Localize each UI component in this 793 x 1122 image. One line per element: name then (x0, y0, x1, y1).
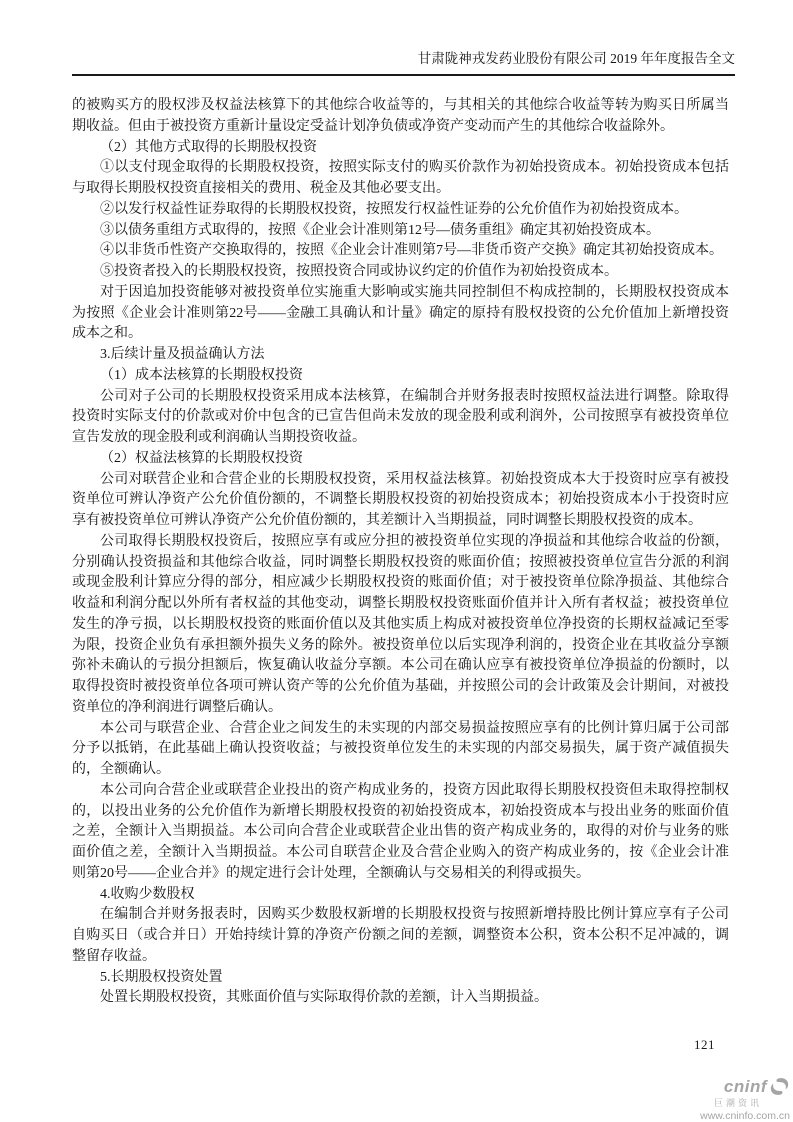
paragraph: ②以发行权益性证券取得的长期股权投资，按照发行权益性证券的公允价值作为初始投资成本。 (100, 201, 688, 217)
cninfo-brand-chinese: 巨潮资讯 (713, 1098, 762, 1108)
paragraph: 本公司向合营企业或联营企业投出的资产构成业务的，投资方因此取得长期股权投资但未取得控制权的，以投出业务的公允价值作为新增长期股权投资的初始投资成本，初始投资成本与投出业务的账面价值之差，全额计入当期损益。本公司向合营企业或联营企业出售的资产构成业务的，取得的对价与业务的账面价值之差，全额计入当期损益。本公司自联营企业及合营企业购入的资产构成业务的，按《企业会计准则第20号——企业合并》的规定进行会计处理，全额确认与交易相关的利得或损失。 (72, 782, 729, 881)
cninfo-swirl-icon (769, 1076, 790, 1097)
paragraph: 本公司与联营企业、合营企业之间发生的未实现的内部交易损益按照应享有的比例计算归属于公司部分予以抵销，在此基础上确认投资收益；与被投资单位发生的未实现的内部交易损失，属于资产减值损失的，全额确认。 (72, 720, 729, 777)
paragraph: （1）成本法核算的长期股权投资 (100, 367, 303, 383)
cninfo-logo-top-row (700, 1076, 790, 1097)
paragraph: 5.长期股权投资处置 (100, 969, 223, 985)
paragraph: 公司取得长期股权投资后，按照应享有或应分担的被投资单位实现的净损益和其他综合收益的份额，分别确认投资损益和其他综合收益，同时调整长期股权投资的账面价值；按照被投资单位宣告分派的利润或现金股利计算应分得的部分，相应减少长期股权投资的账面价值；对于被投资单位除净损益、其他综合收益和利润分配以外所有者权益的其他变动，调整长期股权投资账面价值并计入所有者权益；被投资单位发生的净亏损，以长期股权投资的账面价值以及其他实质上构成对被投资单位净投资的长期权益减记至零为限，投资企业负有承担额外损失义务的除外。被投资单位以后实现净利润的，投资企业在其收益分享额弥补未确认的亏损分担额后，恢复确认收益分享额。本公司在确认应享有被投资单位净损益的份额时，以取得投资时被投资单位各项可辨认资产等的公允价值为基础，并按照公司的会计政策及会计期间，对被投资单位的净利润进行调整后确认。 (72, 533, 729, 715)
cninfo-wordmark: cninf (723, 1077, 767, 1096)
paragraph: 3.后续计量及损益确认方法 (100, 347, 265, 362)
paragraph: 4.收购少数股权 (100, 886, 195, 902)
paragraph: 公司对联营企业和合营企业的长期股权投资，采用权益法核算。初始投资成本大于投资时应享有被投资单位可辨认净资产公允价值份额的，不调整长期股权投资的初始投资成本；初始投资成本小于投资时应享有被投资单位可辨认净资产公允价值份额的，其差额计入当期损益，同时调整长期股权投资的成本。 (72, 471, 729, 528)
paragraph: 的被购买方的股权涉及权益法核算下的其他综合收益等的，与其相关的其他综合收益等转为购买日所属当期收益。但由于被投资方重新计量设定受益计划净负债或净资产变动而产生的其他综合收益除外。 (72, 98, 729, 134)
paragraph: 公司对子公司的长期股权投资采用成本法核算，在编制合并财务报表时按照权益法进行调整。除取得投资时实际支付的价款或对价中包含的已宣告但尚未发放的现金股利或利润外，公司按照享有被投资单位宣告发放的现金股利或利润确认当期投资收益。 (72, 388, 729, 445)
cninfo-logo (700, 1076, 790, 1122)
paragraph: ①以支付现金取得的长期股权投资，按照实际支付的购买价款作为初始投资成本。初始投资成本包括与取得长期股权投资直接相关的费用、税金及其他必要支出。 (72, 160, 729, 196)
page-header (72, 50, 735, 76)
report-header-title: 甘肃陇神戎发药业股份有限公司 2019 年年度报告全文 (417, 51, 735, 66)
paragraph: ③以债务重组方式取得的，按照《企业会计准则第12号—债务重组》确定其初始投资成本。 (100, 222, 660, 238)
paragraph: ⑤投资者投入的长期股权投资，按照投资合同或协议约定的价值作为初始投资成本。 (100, 264, 618, 279)
document-body (72, 96, 729, 1009)
cninfo-url: www.cninfo.com.cn (700, 1110, 790, 1122)
paragraph: 在编制合并财务报表时，因购买少数股权新增的长期股权投资与按照新增持股比例计算应享有子公司自购买日（或合并日）开始持续计算的净资产份额之间的差额，调整资本公积，资本公积不足冲减的，调整留存收益。 (72, 907, 729, 964)
paragraph: （2）权益法核算的长期股权投资 (100, 450, 303, 466)
page-number: 121 (694, 1037, 715, 1052)
paragraph: 处置长期股权投资，其账面价值与实际取得价款的差额，计入当期损益。 (100, 990, 548, 1006)
paragraph: ④以非货币性资产交换取得的，按照《企业会计准则第7号—非货币资产交换》确定其初始投资成本。 (100, 243, 723, 259)
paragraph: （2）其他方式取得的长期股权投资 (100, 139, 317, 155)
paragraph: 对于因追加投资能够对被投资单位实施重大影响或实施共同控制但不构成控制的，长期股权投资成本为按照《企业会计准则第22号——金融工具确认和计量》确定的原持有股权投资的公允价值加上新增投资成本之和。 (72, 284, 729, 342)
